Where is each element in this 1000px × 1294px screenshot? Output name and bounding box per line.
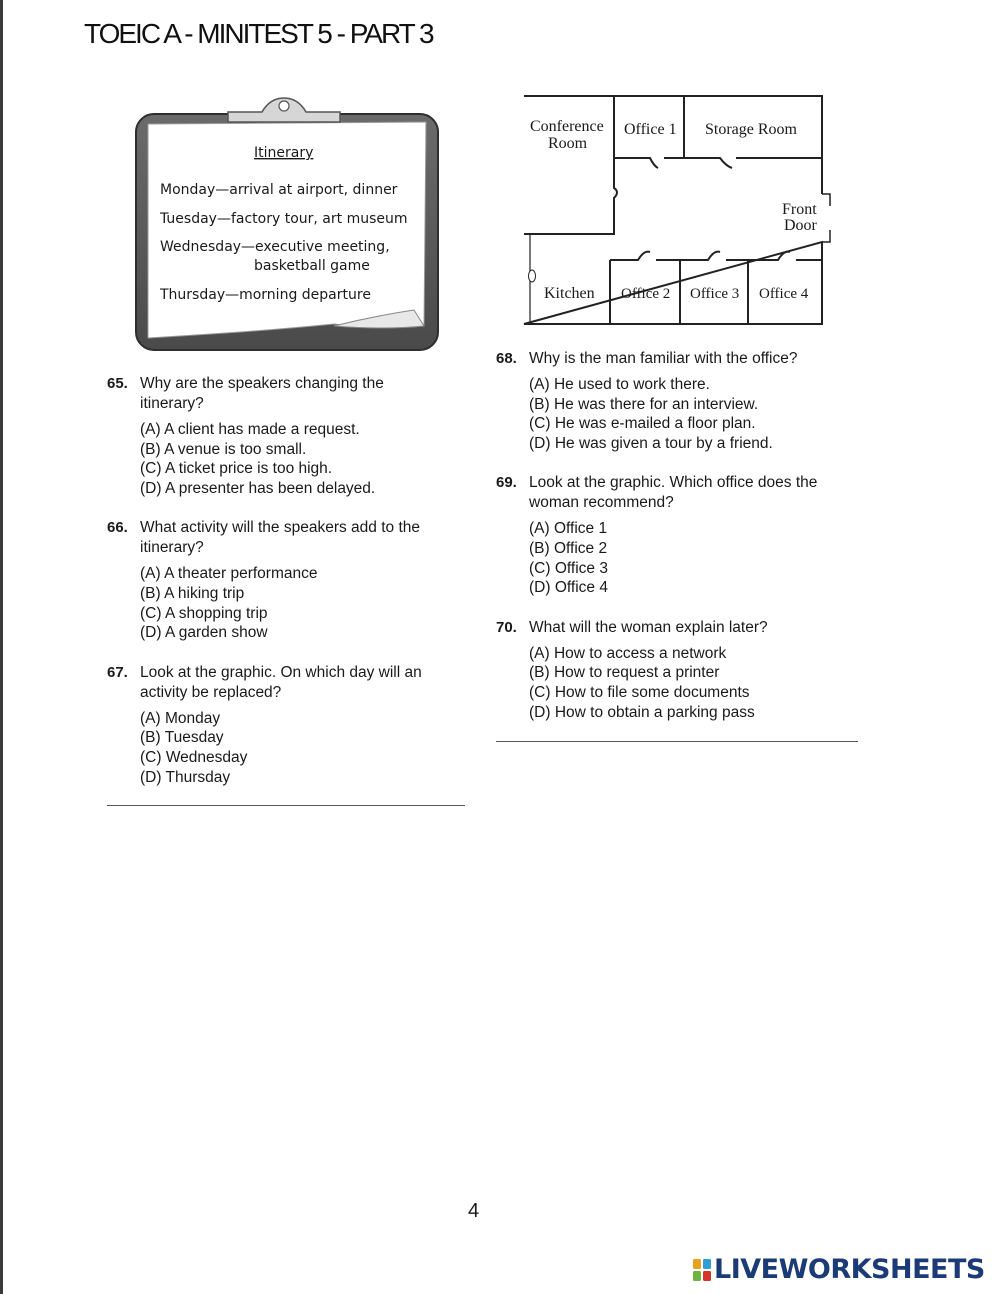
answer-option[interactable]: (D) A presenter has been delayed. (140, 479, 376, 497)
questions-left-column (107, 374, 477, 807)
office-1-label: Office 1 (624, 121, 677, 138)
liveworksheets-brand[interactable] (692, 1254, 985, 1285)
conference-room-wall (524, 96, 617, 234)
answer-option[interactable]: (B) How to request a printer (529, 664, 720, 682)
section-divider-right (496, 741, 858, 742)
front-door-frame (822, 194, 830, 242)
answer-option[interactable]: (A) Monday (140, 709, 221, 727)
storage-room-label: Storage Room (705, 121, 797, 138)
office-floor-plan (522, 94, 834, 328)
answer-option[interactable]: (C) Office 3 (529, 559, 608, 577)
itinerary-line-thursday: Thursday—morning departure (160, 287, 371, 303)
answer-option[interactable]: (C) Wednesday (140, 748, 248, 766)
logo-square-1 (693, 1259, 701, 1269)
answer-options (140, 709, 477, 787)
answer-option[interactable]: (B) Tuesday (140, 729, 224, 747)
answer-option[interactable]: (C) A ticket price is too high. (140, 460, 333, 478)
question-number: 70. (496, 618, 517, 636)
itinerary-line-wednesday: Wednesday—executive meeting, (160, 239, 390, 255)
storage-room-wall (684, 158, 822, 168)
question-text: Why are the speakers changing the itinerary? (140, 375, 384, 412)
office-2-label: Office 2 (621, 286, 671, 302)
bottom-row-wall (610, 252, 822, 260)
question-text: Look at the graphic. Which office does the woman recommend? (529, 474, 818, 512)
answer-option[interactable]: (A) A client has made a request. (140, 421, 360, 438)
question-text: What activity will the speakers add to the itinerary? (140, 519, 420, 557)
question-text: What will the woman explain later? (529, 618, 768, 636)
answer-options (140, 420, 477, 498)
conference-room-label-2: Room (548, 135, 588, 152)
conference-room-label-1: Conference (530, 118, 604, 135)
answer-option[interactable]: (D) A garden show (140, 624, 268, 642)
logo-square-2 (703, 1259, 711, 1269)
answer-options (529, 375, 866, 453)
question-number: 68. (496, 350, 517, 367)
answer-option[interactable]: (C) A shopping trip (140, 604, 268, 622)
question-number: 69. (496, 474, 517, 492)
answer-options (140, 564, 477, 642)
question-67 (107, 663, 477, 787)
question-number: 66. (107, 519, 128, 537)
answer-options (529, 644, 866, 722)
clip-hole (279, 101, 289, 111)
question-number: 67. (107, 663, 128, 681)
itinerary-line-monday: Monday—arrival at airport, dinner (160, 182, 398, 198)
front-door-label-1: Front (782, 201, 817, 218)
logo-square-4 (703, 1271, 711, 1281)
office-3-label: Office 3 (690, 286, 740, 302)
question-65 (107, 374, 477, 498)
question-text: Look at the graphic. On which day will an activity be replaced? (140, 663, 422, 701)
question-66 (107, 518, 477, 642)
answer-options (529, 519, 866, 597)
answer-option[interactable]: (B) A venue is too small. (140, 440, 307, 458)
office-4-label: Office 4 (759, 286, 809, 302)
question-70 (496, 618, 866, 722)
front-door-label-2: Door (784, 217, 817, 234)
question-number: 65. (107, 375, 128, 392)
itinerary-line-wednesday-cont: basketball game (254, 258, 370, 274)
brand-name: LIVEWORKSHEETS (714, 1254, 985, 1285)
answer-option[interactable]: (B) A hiking trip (140, 584, 245, 602)
section-divider-left (107, 805, 465, 806)
itinerary-clipboard (134, 94, 440, 352)
answer-option[interactable]: (A) A theater performance (140, 565, 318, 583)
answer-option[interactable]: (C) How to file some documents (529, 683, 750, 701)
question-69 (496, 473, 866, 597)
kitchen-fixture (529, 270, 536, 282)
answer-option[interactable]: (A) Office 1 (529, 520, 608, 538)
answer-option[interactable]: (B) Office 2 (529, 539, 608, 557)
answer-option[interactable]: (D) How to obtain a parking pass (529, 703, 755, 721)
answer-option[interactable]: (D) Office 4 (529, 579, 608, 597)
answer-option[interactable]: (D) Thursday (140, 768, 231, 786)
question-text: Why is the man familiar with the office? (529, 350, 798, 367)
answer-option[interactable]: (B) He was there for an interview. (529, 395, 759, 413)
answer-option[interactable]: (C) He was e-mailed a floor plan. (529, 415, 756, 433)
logo-square-3 (693, 1271, 701, 1281)
itinerary-line-tuesday: Tuesday—factory tour, art museum (160, 211, 408, 227)
page-edge (0, 0, 3, 1294)
answer-option[interactable]: (A) How to access a network (529, 644, 727, 662)
kitchen-label: Kitchen (544, 285, 595, 302)
answer-option[interactable]: (A) He used to work there. (529, 376, 710, 393)
questions-right-column (496, 349, 866, 742)
itinerary-heading: Itinerary (254, 145, 314, 161)
page-number: 4 (468, 1200, 480, 1222)
liveworksheets-logo-icon (692, 1258, 712, 1282)
answer-option[interactable]: (D) He was given a tour by a friend. (529, 434, 773, 452)
question-68 (496, 349, 866, 453)
page-title: TOEIC A - MINITEST 5 - PART 3 (84, 18, 433, 49)
